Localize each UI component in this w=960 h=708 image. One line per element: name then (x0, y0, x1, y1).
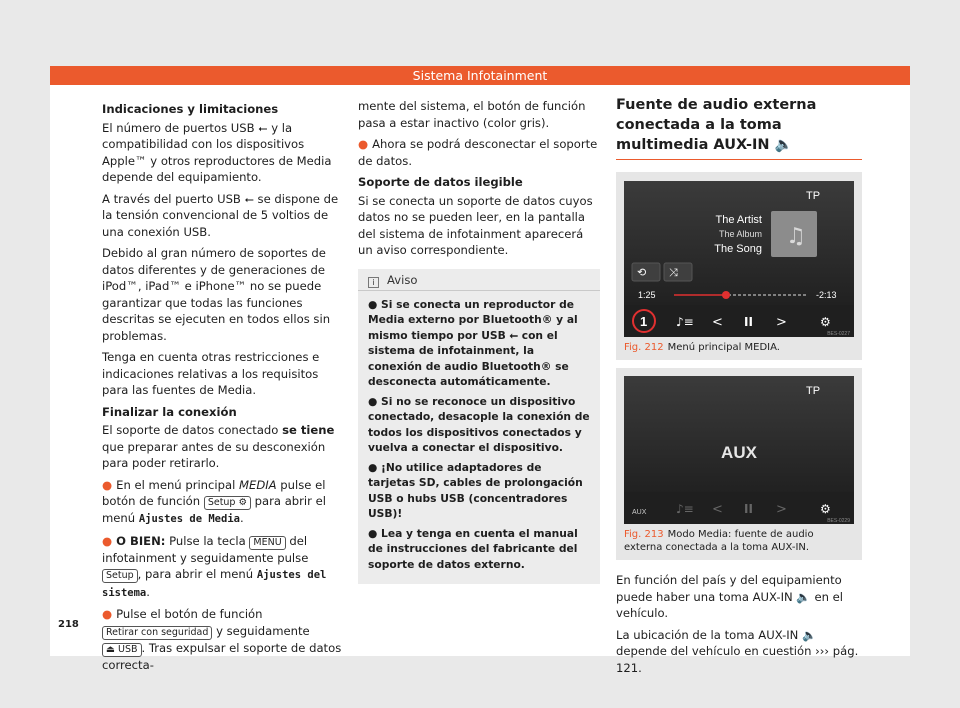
column-right (616, 98, 862, 681)
bullet-icon: ● (358, 137, 369, 151)
callout-number: 1 (640, 314, 648, 329)
column-middle (358, 98, 600, 584)
text: , para abrir el menú (137, 567, 257, 581)
bullet-icon: ● (368, 460, 382, 474)
text: ¡No utilice adaptadores de tarjetas SD, cables de prolongación USB o hubs USB (concentradores USB)! (368, 460, 583, 520)
aux-screen-graphic (624, 376, 854, 524)
notice-header (358, 269, 600, 291)
column-left (102, 98, 344, 678)
text: del infotainment y seguidamente pulse (102, 533, 309, 565)
info-icon: i (368, 277, 379, 288)
bullet-icon: ● (102, 533, 113, 548)
music-note-icon: ♫ (786, 224, 806, 249)
paragraph: Si se conecta un soporte de datos cuyos datos no se pueden leer, en la pantalla del sistema de infotainment aparecerá un aviso correspondiente. (358, 193, 593, 257)
text: y seguidamente (212, 623, 310, 638)
tp-indicator: TP (806, 385, 821, 397)
notice-item (368, 297, 590, 390)
aux-screen (624, 376, 854, 524)
notice-body (358, 291, 600, 585)
text: pulse el botón de función (102, 477, 326, 508)
bullet-icon: ● (368, 394, 382, 408)
song-label: The Song (714, 243, 762, 255)
heading-ilegible: Soporte de datos ilegible (358, 175, 523, 189)
paragraph: En función del país y del equipamiento puede haber una toma AUX-IN 🔈 en el vehículo. (616, 573, 844, 620)
notice-box (358, 269, 600, 585)
tp-indicator: TP (806, 190, 821, 202)
bullet-icon: ● (368, 297, 382, 311)
setup-key: Setup ⚙ (204, 496, 251, 510)
image-code: BES-0227 (827, 331, 850, 337)
figure-212 (616, 172, 862, 360)
heading-limitaciones: Indicaciones y limitaciones (102, 102, 279, 116)
artist-label: The Artist (715, 214, 762, 226)
menu-label: Ajustes de Media (138, 513, 240, 525)
title-text: Fuente de audio externa conectada a la toma multimedia AUX-IN (616, 97, 817, 153)
next-icon: > (776, 502, 787, 517)
caption-text: Menú principal MEDIA. (667, 342, 780, 353)
text: Si se conecta un reproductor de Media externo por Bluetooth® y al mismo tiempo por USB ⭠ con el sistema de infotainment, la conexión de audio Bluetooth® se desconecta automáticamente. (368, 297, 578, 388)
album-label: The Album (718, 229, 762, 239)
page-header: Sistema Infotainment (50, 66, 910, 85)
bullet-item (358, 136, 600, 169)
menu-label: Ajustes del sistema (102, 569, 327, 599)
image-code: BES-0229 (827, 518, 850, 524)
settings-gear-icon[interactable]: ⚙ (820, 502, 831, 516)
emphasis: se tiene (282, 423, 335, 437)
paragraph: A través del puerto USB ⭠ se dispone de la tensión convencional de 5 voltios de una conexión USB. (102, 191, 339, 239)
previous-icon[interactable]: < (712, 315, 723, 330)
playlist-icon: ♪≡ (676, 502, 694, 516)
bullet-icon: ● (102, 607, 113, 621)
figure-number: Fig. 213 (624, 529, 664, 540)
manual-page (50, 66, 910, 675)
remove-safely-key: Retirar con seguridad (102, 626, 212, 640)
text: . Tras expulsar el soporte de datos correcta- (102, 640, 342, 672)
figure-caption (616, 337, 862, 360)
paragraph: El número de puertos USB ⭠ y la compatibilidad con los dispositivos Apple™ y otros reproductores de Media depende del equipamiento. (102, 120, 332, 184)
text: En el menú principal (116, 477, 239, 492)
setup-key: Setup (102, 569, 138, 583)
bullet-item: ● O BIEN: Pulse la tecla MENU del infotainment y seguidamente pulse Setup , para abrir el menú Ajustes del sistema. (102, 533, 327, 599)
figure-213 (616, 368, 862, 560)
heading-finalizar: Finalizar la conexión (102, 404, 237, 419)
menu-key: MENU (249, 536, 285, 550)
progress-handle[interactable] (722, 291, 730, 299)
time-elapsed: 1:25 (638, 290, 656, 300)
shuffle-icon: ⤨ (669, 266, 678, 279)
text: para abrir el menú (102, 494, 326, 525)
time-remaining: -2:13 (816, 290, 837, 300)
bullet-icon: ● (102, 477, 113, 492)
title-divider (616, 159, 862, 160)
pause-icon[interactable]: II (744, 315, 753, 329)
text: Pulse la tecla (165, 533, 250, 548)
usb-key: ⏏ USB (102, 643, 142, 657)
figure-number: Fig. 212 (624, 342, 664, 353)
figure-caption (616, 524, 862, 560)
bullet-item: ● En el menú principal MEDIA pulse el botón de función Setup ⚙ para abrir el menú Ajustes de Media. (102, 477, 326, 525)
previous-icon: < (712, 502, 723, 517)
text: Lea y tenga en cuenta el manual de instrucciones del fabricante del soporte de datos externo. (368, 526, 578, 571)
pause-icon: II (744, 502, 753, 516)
paragraph: Debido al gran número de soportes de datos diferentes y de generaciones de iPod™, iPad™ e iPhone™ no se puede garantizar que todas las funciones descritas se ejecuten en todos ellos sin problemas. (102, 246, 331, 343)
notice-title: Aviso (387, 272, 418, 287)
repeat-icon: ⟲ (637, 266, 647, 279)
aux-source-icon: AUX (632, 509, 647, 516)
paragraph (102, 422, 344, 472)
paragraph: mente del sistema, el botón de función pasa a estar inactivo (color gris). (358, 99, 586, 130)
caption-text: Modo Media: fuente de audio externa conectada a la toma AUX-IN. (624, 529, 814, 553)
emphasis: O BIEN: (116, 533, 166, 548)
menu-name: MEDIA (239, 477, 277, 492)
notice-item (368, 526, 590, 573)
media-screen-graphic (624, 181, 854, 337)
notice-item (368, 460, 590, 522)
playlist-icon[interactable]: ♪≡ (676, 315, 694, 329)
page-number: 218 (58, 619, 79, 630)
bullet-item (102, 606, 344, 673)
aux-in-icon: 🔈 (774, 137, 793, 153)
bullet-icon: ● (368, 526, 382, 540)
paragraph: La ubicación de la toma AUX-IN 🔈 depende del vehículo en cuestión ››› pág. 121. (616, 627, 859, 675)
text: Si no se reconoce un dispositivo conectado, desacople la conexión de todos los dispositivos conectados y vuelva a conectar el dispositivo. (368, 394, 590, 454)
aux-label: AUX (721, 443, 757, 462)
text: Ahora se podrá desconectar el soporte de datos. (358, 137, 598, 168)
notice-item (368, 394, 590, 456)
text: Pulse el botón de función (116, 607, 263, 621)
section-title (616, 95, 862, 155)
next-icon[interactable]: > (776, 315, 787, 330)
media-screen (624, 181, 854, 337)
paragraph: Tenga en cuenta otras restricciones e indicaciones relativas a los requisitos para las fuentes de Media. (102, 350, 320, 397)
text: que preparar antes de su desconexión para poder retirarlo. (102, 439, 326, 470)
text: El soporte de datos conectado (102, 423, 283, 437)
settings-gear-icon[interactable]: ⚙ (820, 315, 831, 329)
